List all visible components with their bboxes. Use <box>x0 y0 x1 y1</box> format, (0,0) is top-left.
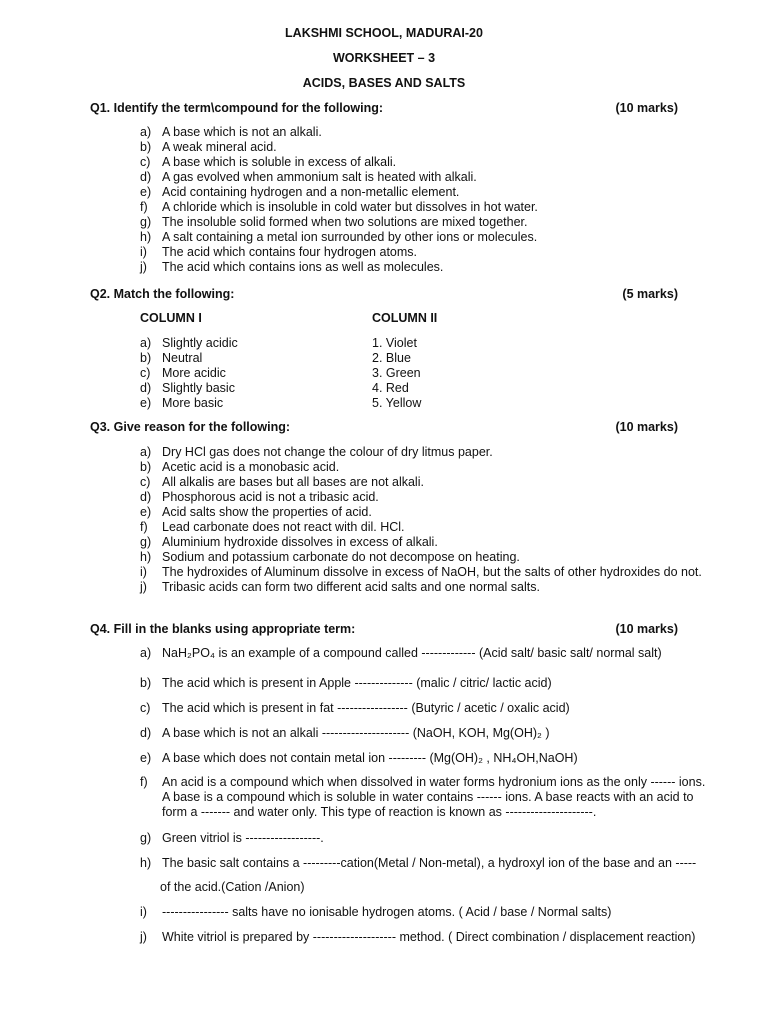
item-label: a) <box>140 125 152 139</box>
list-item <box>140 245 700 260</box>
list-item <box>140 565 705 580</box>
item-label: b) <box>140 140 152 154</box>
q1-list <box>140 125 700 275</box>
fill-blank-item <box>140 726 710 741</box>
item-text: 4. Red <box>372 381 409 395</box>
item-text: ---------------- salts have no ionisable hydrogen atoms. ( Acid / base / Normal salts) <box>162 905 612 919</box>
list-item <box>140 215 700 230</box>
column-1-item <box>140 381 238 396</box>
list-item <box>140 445 705 460</box>
item-text: More acidic <box>162 366 226 380</box>
item-text: of the acid.(Cation /Anion) <box>160 880 305 894</box>
item-text: An acid is a compound which when dissolved in water forms hydronium ions as the only ------ ions. A base is a compound which is soluble in water contains ------ ions. A base reacts with an acid to form a ------- and water only. This type of reaction is known as ---------------------. <box>162 775 706 819</box>
fill-blank-item <box>140 775 710 820</box>
item-text: Slightly acidic <box>162 336 238 350</box>
column-2-list <box>372 336 421 411</box>
column-2-item <box>372 381 421 396</box>
fill-blank-item <box>140 905 710 920</box>
item-label: g) <box>140 535 152 549</box>
list-item <box>140 125 700 140</box>
item-text: Phosphorous acid is not a tribasic acid. <box>162 490 379 504</box>
q4-marks: (10 marks) <box>615 622 678 636</box>
item-label: b) <box>140 351 152 365</box>
q2-title: Q2. Match the following: <box>90 287 235 301</box>
column-2-heading: COLUMN II <box>372 311 438 325</box>
fill-blank-item <box>140 701 710 716</box>
fill-blank-item <box>140 751 710 766</box>
item-label: e) <box>140 185 152 199</box>
item-label: b) <box>140 676 152 690</box>
item-label: d) <box>140 381 152 395</box>
list-item <box>140 260 700 275</box>
q3-list <box>140 445 705 595</box>
q1-marks: (10 marks) <box>615 101 678 115</box>
q4-title: Q4. Fill in the blanks using appropriate term: <box>90 622 356 636</box>
column-1-list <box>140 336 238 411</box>
item-text: Aluminium hydroxide dissolves in excess of alkali. <box>162 535 438 549</box>
item-label: c) <box>140 366 151 380</box>
item-label: d) <box>140 170 152 184</box>
item-text: Tribasic acids can form two different acid salts and one normal salts. <box>162 580 540 594</box>
item-text: 5. Yellow <box>372 396 422 410</box>
item-text: The basic salt contains a ---------cation(Metal / Non-metal), a hydroxyl ion of the base and an ----- <box>162 856 697 870</box>
q3-heading <box>90 420 686 435</box>
item-text: A chloride which is insoluble in cold water but dissolves in hot water. <box>162 200 538 214</box>
list-item <box>140 580 705 595</box>
item-label: d) <box>140 490 152 504</box>
item-label: i) <box>140 245 147 259</box>
item-text: Slightly basic <box>162 381 235 395</box>
item-text: A weak mineral acid. <box>162 140 277 154</box>
fill-blank-item <box>160 880 730 895</box>
item-text: A base which is soluble in excess of alkali. <box>162 155 397 169</box>
fill-blank-item <box>140 831 710 846</box>
item-label: e) <box>140 396 152 410</box>
item-label: b) <box>140 460 152 474</box>
item-text: The acid which contains ions as well as molecules. <box>162 260 444 274</box>
item-text: NaH₂PO₄ is an example of a compound called ------------- (Acid salt/ basic salt/ normal salt) <box>162 646 662 660</box>
item-text: A base which is not an alkali. <box>162 125 322 139</box>
item-label: e) <box>140 751 152 765</box>
item-label: h) <box>140 856 152 870</box>
item-label: g) <box>140 831 152 845</box>
item-text: Neutral <box>162 351 203 365</box>
item-text: The acid which is present in Apple -------------- (malic / citric/ lactic acid) <box>162 676 552 690</box>
column-1-item <box>140 351 238 366</box>
item-text: The acid which contains four hydrogen atoms. <box>162 245 417 259</box>
item-label: i) <box>140 905 147 919</box>
q1-heading <box>90 101 686 116</box>
item-text: White vitriol is prepared by -------------------- method. ( Direct combination / displacement reaction) <box>162 930 696 944</box>
item-label: f) <box>140 775 148 789</box>
list-item <box>140 200 700 215</box>
item-label: j) <box>140 260 147 274</box>
item-text: Green vitriol is ------------------. <box>162 831 324 845</box>
item-text: 2. Blue <box>372 351 411 365</box>
list-item <box>140 155 700 170</box>
column-2-item <box>372 351 421 366</box>
q1-title: Q1. Identify the term\compound for the following: <box>90 101 384 115</box>
item-text: Acid containing hydrogen and a non-metallic element. <box>162 185 460 199</box>
item-label: g) <box>140 215 152 229</box>
fill-blank-item <box>140 646 710 661</box>
item-text: A base which does not contain metal ion --------- (Mg(OH)₂ , NH₄OH,NaOH) <box>162 751 578 765</box>
q3-title: Q3. Give reason for the following: <box>90 420 291 434</box>
item-label: d) <box>140 726 152 740</box>
item-label: a) <box>140 445 152 459</box>
school-name: LAKSHMI SCHOOL, MADURAI-20 <box>285 26 483 40</box>
list-item <box>140 535 705 550</box>
item-text: A salt containing a metal ion surrounded by other ions or molecules. <box>162 230 538 244</box>
q4-heading <box>90 622 686 637</box>
item-text: 3. Green <box>372 366 421 380</box>
list-item <box>140 505 705 520</box>
list-item <box>140 230 700 245</box>
item-text: 1. Violet <box>372 336 417 350</box>
list-item <box>140 140 700 155</box>
list-item <box>140 490 705 505</box>
item-text: Acetic acid is a monobasic acid. <box>162 460 340 474</box>
item-text: A base which is not an alkali --------------------- (NaOH, KOH, Mg(OH)₂ ) <box>162 726 550 740</box>
column-1-heading: COLUMN I <box>140 311 202 325</box>
topic-title: ACIDS, BASES AND SALTS <box>302 76 466 90</box>
item-label: j) <box>140 580 147 594</box>
column-1-item <box>140 336 238 351</box>
list-item <box>140 520 705 535</box>
item-label: h) <box>140 230 152 244</box>
item-label: e) <box>140 505 152 519</box>
item-text: The acid which is present in fat ----------------- (Butyric / acetic / oxalic acid) <box>162 701 570 715</box>
item-label: c) <box>140 701 151 715</box>
column-2-item <box>372 366 421 381</box>
q2-heading <box>90 287 686 302</box>
item-text: The hydroxides of Aluminum dissolve in excess of NaOH, but the salts of other hydroxides do not. <box>162 565 702 579</box>
item-label: j) <box>140 930 147 944</box>
item-label: i) <box>140 565 147 579</box>
item-label: a) <box>140 336 152 350</box>
item-label: f) <box>140 200 148 214</box>
item-label: a) <box>140 646 152 660</box>
list-item <box>140 460 705 475</box>
q2-marks: (5 marks) <box>622 287 678 301</box>
list-item <box>140 170 700 185</box>
item-text: All alkalis are bases but all bases are not alkali. <box>162 475 424 489</box>
item-text: The insoluble solid formed when two solutions are mixed together. <box>162 215 528 229</box>
item-text: Lead carbonate does not react with dil. HCl. <box>162 520 405 534</box>
q3-marks: (10 marks) <box>615 420 678 434</box>
item-label: c) <box>140 155 151 169</box>
item-text: More basic <box>162 396 224 410</box>
list-item <box>140 550 705 565</box>
fill-blank-item <box>140 676 710 691</box>
item-text: Sodium and potassium carbonate do not decompose on heating. <box>162 550 520 564</box>
list-item <box>140 185 700 200</box>
column-2-item <box>372 336 421 351</box>
column-1-item <box>140 396 238 411</box>
worksheet-title: WORKSHEET – 3 <box>332 51 436 65</box>
item-label: c) <box>140 475 151 489</box>
item-text: Dry HCl gas does not change the colour of dry litmus paper. <box>162 445 493 459</box>
list-item <box>140 475 705 490</box>
item-label: f) <box>140 520 148 534</box>
fill-blank-item <box>140 930 710 945</box>
item-label: h) <box>140 550 152 564</box>
item-text: Acid salts show the properties of acid. <box>162 505 372 519</box>
column-2-item <box>372 396 421 411</box>
item-text: A gas evolved when ammonium salt is heated with alkali. <box>162 170 477 184</box>
column-1-item <box>140 366 238 381</box>
fill-blank-item <box>140 856 710 871</box>
